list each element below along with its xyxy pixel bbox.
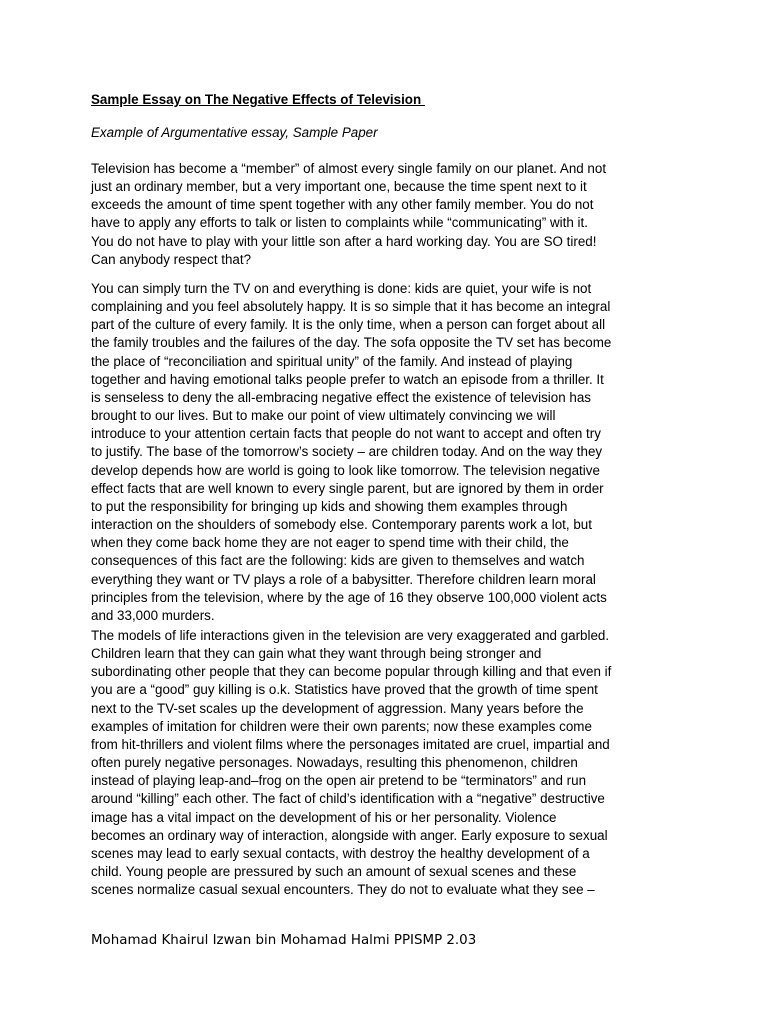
- text-line: interaction on the shoulders of somebody else. Contemporary parents work a lot, but: [91, 517, 592, 533]
- text-line: you are a “good” guy killing is o.k. Statistics have proved that the growth of time spent: [91, 682, 598, 698]
- text-line: instead of playing leap-and–frog on the open air pretend to be “terminators” and run: [91, 773, 587, 789]
- text-line: just an ordinary member, but a very important one, because the time spent next to it: [91, 179, 587, 195]
- text-line: scenes may lead to early sexual contacts, with destroy the healthy development of a: [91, 845, 590, 861]
- text-line: Television has become a “member” of almost every single family on our planet. And not: [91, 161, 607, 176]
- text-line: child. Young people are pressured by such an amount of sexual scenes and these: [91, 864, 577, 880]
- text-line: complaining and you feel absolutely happy. It is so simple that it has become an integral: [91, 299, 611, 315]
- text-line: is senseless to deny the all-embracing negative effect the existence of television has: [91, 389, 591, 405]
- text-line: next to the TV-set scales up the development of aggression. Many years before the: [91, 700, 584, 716]
- essay-title: Sample Essay on The Negative Effects of Television: [91, 92, 425, 107]
- text-line: around “killing” each other. The fact of child’s identification with a “negative” destructive: [91, 791, 605, 807]
- paragraph-1: [91, 160, 691, 269]
- paragraph-3: [91, 627, 691, 899]
- text-line: when they come back home they are not eager to spend time with their child, the: [91, 535, 569, 551]
- text-line: part of the culture of every family. It is the only time, when a person can forget about all: [91, 317, 606, 333]
- text-line: and 33,000 murders.: [91, 607, 215, 623]
- text-line: The models of life interactions given in the television are very exaggerated and garbled.: [91, 628, 610, 643]
- text-line: the family troubles and the failures of the day. The sofa opposite the TV set has become: [91, 335, 612, 351]
- text-line: image has a vital impact on the development of his or her personality. Violence: [91, 809, 557, 825]
- text-line: from hit-thrillers and violent films where the personages imitated are cruel, impartial and: [91, 736, 610, 752]
- text-line: Children learn that they can gain what they want through being stronger and: [91, 646, 542, 662]
- text-line: becomes an ordinary way of interaction, alongside with anger. Early exposure to sexual: [91, 827, 608, 843]
- essay-subtitle: Example of Argumentative essay, Sample Paper: [91, 125, 378, 140]
- text-line: principles from the television, where by the age of 16 they observe 100,000 violent acts: [91, 589, 607, 605]
- text-line: to put the responsibility for bringing up kids and showing them examples through: [91, 498, 568, 514]
- page-footer: Mohamad Khairul Izwan bin Mohamad Halmi PPISMP 2.03: [91, 933, 477, 948]
- text-line: together and having emotional talks people prefer to watch an episode from a thriller. It: [91, 371, 604, 387]
- text-line: develop depends how are world is going to look like tomorrow. The television negative: [91, 462, 600, 478]
- text-line: subordinating other people that they can become popular through killing and that even if: [91, 664, 612, 680]
- text-line: exceeds the amount of time spent together with any other family member. You do not: [91, 197, 594, 213]
- text-line: effect facts that are well known to every single parent, but are ignored by them in order: [91, 480, 604, 496]
- text-line: have to apply any efforts to talk or listen to complaints while “communicating” with it.: [91, 215, 588, 231]
- paragraph-2: [91, 280, 691, 625]
- text-line: You can simply turn the TV on and everything is done: kids are quiet, your wife is not: [91, 281, 592, 296]
- text-line: introduce to your attention certain facts that people do not want to accept and often try: [91, 426, 601, 442]
- text-line: everything they want or TV plays a role of a babysitter. Therefore children learn moral: [91, 571, 596, 587]
- text-line: brought to our lives. But to make our point of view ultimately convincing we will: [91, 408, 556, 424]
- text-line: You do not have to play with your little son after a hard working day. You are SO tired!: [91, 233, 597, 249]
- text-line: scenes normalize casual sexual encounters. They do not to evaluate what they see –: [91, 882, 595, 898]
- text-line: often purely negative personages. Nowadays, resulting this phenomenon, children: [91, 755, 578, 771]
- text-line: Can anybody respect that?: [91, 251, 252, 267]
- text-line: examples of imitation for children were their own parents; now these examples come: [91, 718, 592, 734]
- text-line: to justify. The base of the tomorrow’s society – are children today. And on the way they: [91, 444, 603, 460]
- text-line: consequences of this fact are the following: kids are given to themselves and watch: [91, 553, 585, 569]
- text-line: the place of “reconciliation and spiritual unity” of the family. And instead of playing: [91, 353, 573, 369]
